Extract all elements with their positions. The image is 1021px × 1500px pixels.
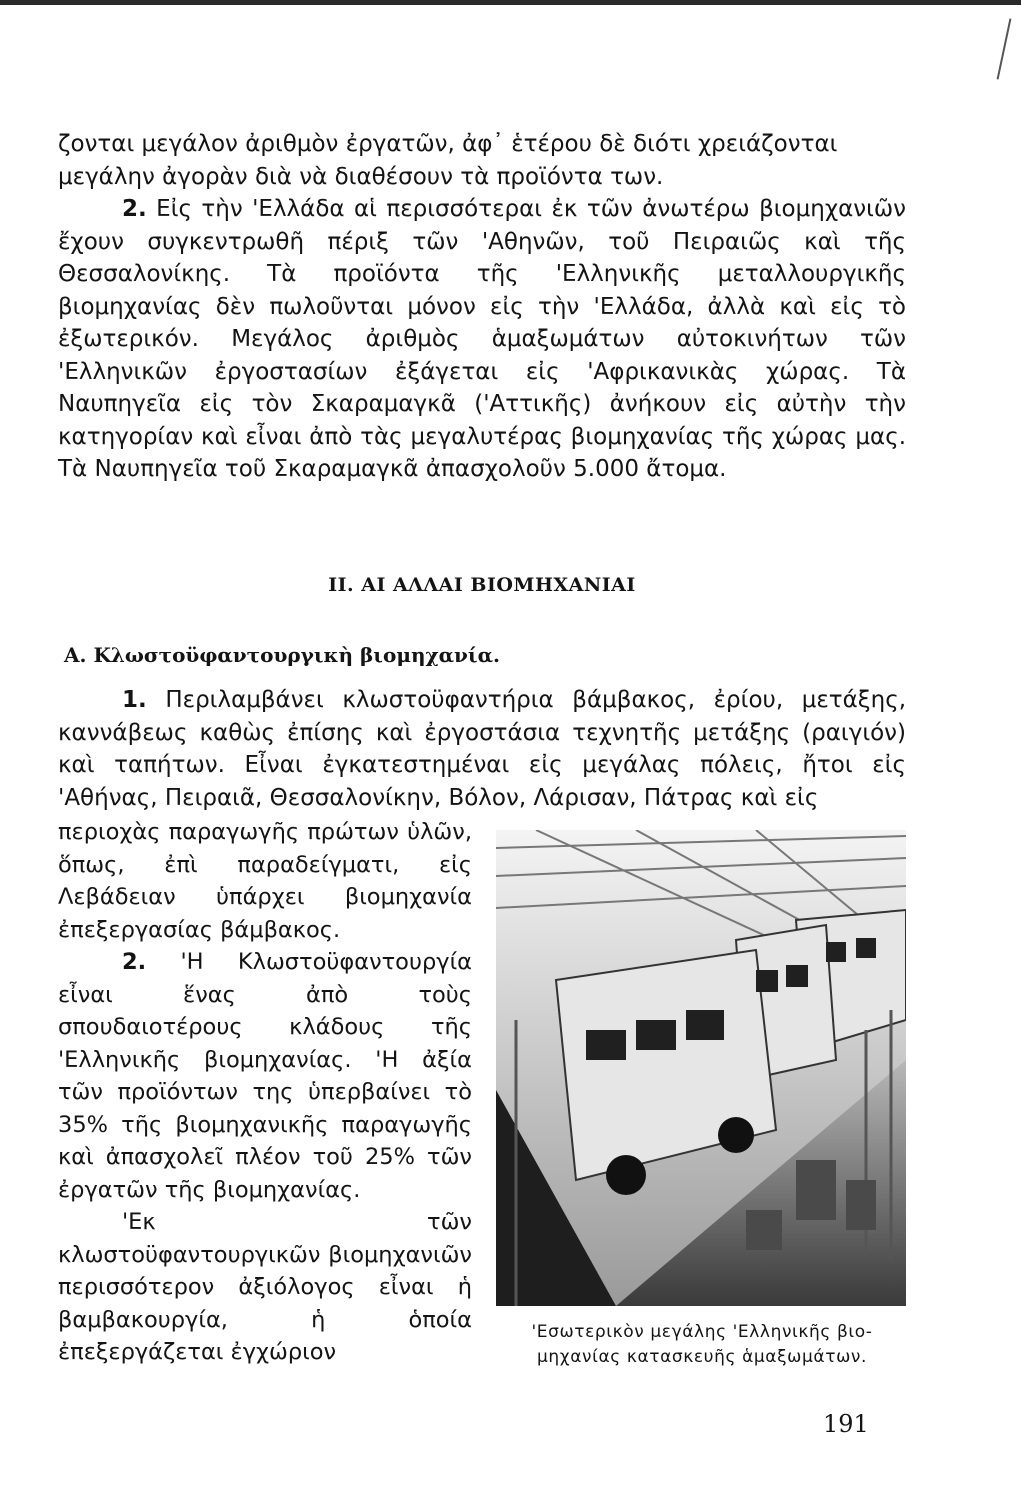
- page-top-border: [0, 0, 1021, 5]
- book-page: [58, 128, 907, 1438]
- paragraph-2: [58, 193, 906, 486]
- paragraph-text: 'Η Κλωστοϋφαντουργία εἶναι ἕνας ἀπὸ τοὺς σπουδαιοτέρους κλάδους τῆς 'Ελληνικῆς βιομηχανίας. 'Η ἀξία τῶν προϊόντων της ὑπερβαίνει τὸ 35% τῆς βιομηχανικῆς παραγωγῆς καὶ ἀπασχολεῖ πλέον τοῦ 25% τῶν ἐργατῶν τῆς βιομηχανίας.: [58, 949, 473, 1203]
- subsection-heading: Α. Κλωστοϋφαντουργικὴ βιομηχανία.: [64, 643, 500, 667]
- textile-paragraph-2: [58, 946, 472, 1206]
- continued-paragraph: [58, 128, 906, 193]
- caption-line: μηχανίας κατασκευῆς ἁμαξωμάτων.: [536, 1347, 868, 1367]
- figure-caption: [490, 1320, 914, 1370]
- paragraph-number: 2.: [122, 949, 147, 975]
- section-heading: ΙΙ. ΑΙ ΑΛΛΑΙ ΒΙΟΜΗΧΑΝΙΑΙ: [328, 574, 636, 596]
- factory-photo: [496, 830, 906, 1306]
- caption-line: 'Εσωτερικὸν μεγάλης 'Ελληνικῆς βιο-: [531, 1322, 873, 1342]
- text-column: [58, 816, 472, 1369]
- text-line: μεγάλην ἀγορὰν διὰ νὰ διαθέσουν τὰ προϊόντα των.: [58, 163, 664, 190]
- bus-factory-illustration: [496, 830, 906, 1306]
- page-number: 191: [823, 1410, 869, 1438]
- paragraph-number: 1.: [122, 687, 147, 713]
- textile-paragraph-1-full-width: [58, 684, 906, 814]
- text-line: ζονται μεγάλον ἀριθμὸν ἐργατῶν, ἀφ᾽ ἑτέρου δὲ διότι χρειάζονται: [58, 131, 838, 157]
- paragraph-text: Εἰς τὴν 'Ελλάδα αἱ περισσότεραι ἐκ τῶν ἀνωτέρω βιομηχανιῶν ἔχουν συγκεντρωθῆ πέριξ τῶν 'Αθηνῶν, τοῦ Πειραιῶς καὶ τῆς Θεσσαλονίκης. Τὰ προϊόντα τῆς 'Ελληνικῆς μεταλλουργικῆς βιομηχανίας δὲν πωλοῦνται μόνον εἰς τὴν 'Ελλάδα, ἀλλὰ καὶ εἰς τὸ ἐξωτερικόν. Μεγάλος ἀριθμὸς ἁμαξωμάτων αὐτοκινήτων τῶν 'Ελληνικῶν ἐργοστασίων ἐξάγεται εἰς 'Αφρικανικὰς χώρας. Τὰ Ναυπηγεῖα εἰς τὸν Σκαραμαγκᾶ ('Αττικῆς) ἀνήκουν εἰς αὐτὴν τὴν κατηγορίαν καὶ εἶναι ἀπὸ τὰς μεγαλυτέρας βιομηχανίας τῆς χώρας μας. Τὰ Ναυπηγεῖα τοῦ Σκαραμαγκᾶ ἀπασχολοῦν 5.000 ἄτομα.: [58, 196, 906, 482]
- paragraph-number: 2.: [122, 196, 147, 222]
- textile-paragraph-1-continued: περιοχὰς παραγωγῆς πρώτων ὑλῶν, ὅπως, ἐπὶ παραδείγματι, εἰς Λεβάδειαν ὑπάρχει βιομηχανία ἐπεξεργασίας βάμβακος.: [58, 819, 472, 943]
- paragraph-text: Περιλαμβάνει κλωστοϋφαντήρια βάμβακος, ἐρίου, μετάξης, καννάβεως καθὼς ἐπίσης καὶ ἐργοστάσια τεχνητῆς μετάξης (ραιγιόν) καὶ ταπήτων. Εἶναι ἐγκατεστημέναι εἰς μεγάλας πόλεις, ἤτοι εἰς 'Αθήνας, Πειραιᾶ, Θεσσαλονίκην, Βόλον, Λάρισαν, Πάτρας καὶ εἰς: [58, 687, 907, 811]
- margin-pen-mark: [997, 18, 1012, 79]
- textile-paragraph-3: 'Εκ τῶν κλωστοϋφαντουργικῶν βιομηχανιῶν περισσότερον ἀξιόλογος εἶναι ἡ βαμβακουργία, ἡ ὁποία ἐπεξεργάζεται ἐγχώριον: [58, 1209, 472, 1365]
